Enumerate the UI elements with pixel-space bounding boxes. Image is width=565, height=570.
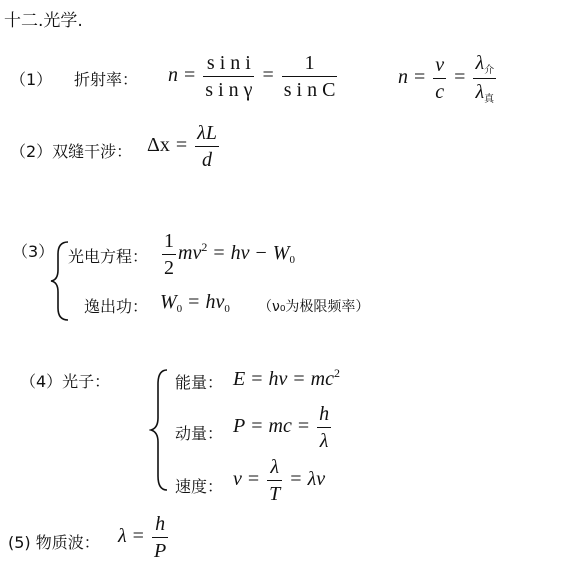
lambda-l-over-d <box>195 122 219 171</box>
lambda-2: λ <box>270 456 280 478</box>
v-speed: v <box>233 468 242 491</box>
work-function-formula: $W_0 = h\nu_0$ <box>160 291 230 315</box>
refraction-formula-2: n = $\frac{v}{c}$ = $\frac{\lambda_介}{\lambda_真}$ <box>398 52 495 105</box>
lambda-nu: λν <box>307 468 326 491</box>
lambda-l: λL <box>197 122 217 144</box>
one-over-sin-c <box>282 52 338 101</box>
squared: 2 <box>201 240 208 255</box>
half-num: 1 <box>164 230 174 252</box>
d: d <box>202 149 213 171</box>
one-half <box>162 230 176 279</box>
sin-c: s i n C <box>283 79 336 101</box>
sin-i-over-sin-r <box>203 52 254 101</box>
h-2: h <box>155 513 166 535</box>
threshold-frequency-note: （ν₀为极限频率） <box>258 299 370 315</box>
h: h <box>319 403 330 425</box>
v: v <box>435 54 445 76</box>
subscript-vacuum: 真 <box>484 94 495 105</box>
n-symbol-2: n <box>398 66 408 89</box>
h-nu: hν <box>230 242 250 265</box>
double-slit-formula: Δx = $\frac{\lambda L}{d}$ <box>147 122 217 171</box>
lambda: λ <box>319 430 329 452</box>
energy-label: 能量： <box>175 373 224 392</box>
sin-r: s i n γ <box>205 79 253 101</box>
t: T <box>269 483 281 505</box>
speed-formula: v = $\frac{\lambda}{T}$ = λν <box>233 456 326 505</box>
c-squared: 2 <box>334 366 340 380</box>
mc-2: mc <box>268 415 292 438</box>
energy-formula: $E = h\nu = mc^2$ <box>233 366 340 390</box>
h-over-lambda <box>317 403 331 452</box>
matter-wave-label: (5) 物质波： <box>8 533 100 552</box>
section-title: 十二.光学. <box>4 11 83 31</box>
mc: mc <box>310 368 334 390</box>
p-2: P <box>153 540 167 562</box>
minus: − <box>255 242 267 265</box>
lambda-matter: λ <box>118 525 127 548</box>
h-over-p <box>152 513 168 562</box>
w: W <box>272 242 290 265</box>
lambda-medium: λ <box>475 52 485 74</box>
n-symbol: n <box>168 64 178 87</box>
w-2: W <box>160 291 177 313</box>
photon-label: （4）光子： <box>20 372 111 391</box>
sin-i: s i n i <box>206 52 251 74</box>
double-slit-label: （2）双缝干涉： <box>10 142 133 161</box>
w0-sub: 0 <box>176 303 183 315</box>
mv: mv <box>178 242 202 265</box>
h-nu-energy: hν <box>268 368 288 390</box>
e: E <box>233 368 246 390</box>
photoelectric-equation-label: 光电方程： <box>68 247 149 266</box>
lambda-over-t <box>267 456 282 505</box>
speed-label: 速度： <box>175 477 224 496</box>
h-nu-0: hν <box>205 291 225 313</box>
matter-wave-formula: λ = $\frac{h}{P}$ <box>118 513 167 562</box>
v-over-c <box>433 54 446 103</box>
refraction-label: 折射率： <box>74 70 139 89</box>
item-3-number: （3） <box>12 242 55 261</box>
p: P <box>233 415 246 438</box>
work-function-label: 逸出功： <box>84 297 149 316</box>
c: c <box>435 81 445 103</box>
left-brace-4 <box>149 368 171 492</box>
lambda-ratio <box>473 52 496 105</box>
photoelectric-equation: $\frac{1}{2}$ $mv^2 = h\nu - W_0$ <box>164 230 295 279</box>
delta-x: Δx <box>147 134 170 157</box>
subscript-medium: 介 <box>484 65 495 76</box>
momentum-label: 动量： <box>175 424 224 443</box>
item-1-number: （1） <box>10 70 53 89</box>
refraction-formula: n = $\frac{\text{s i n i}}{\text{s i n γ}}$ = $\frac{1}{\text{s i n C}}$ <box>168 52 336 101</box>
lambda-vacuum: λ <box>475 81 485 103</box>
nu0-sub: 0 <box>224 303 230 315</box>
momentum-formula: P = mc = $\frac{h}{\lambda}$ <box>233 403 330 452</box>
w-sub-zero: 0 <box>289 254 295 267</box>
one: 1 <box>304 52 315 74</box>
half-den: 2 <box>164 257 174 279</box>
